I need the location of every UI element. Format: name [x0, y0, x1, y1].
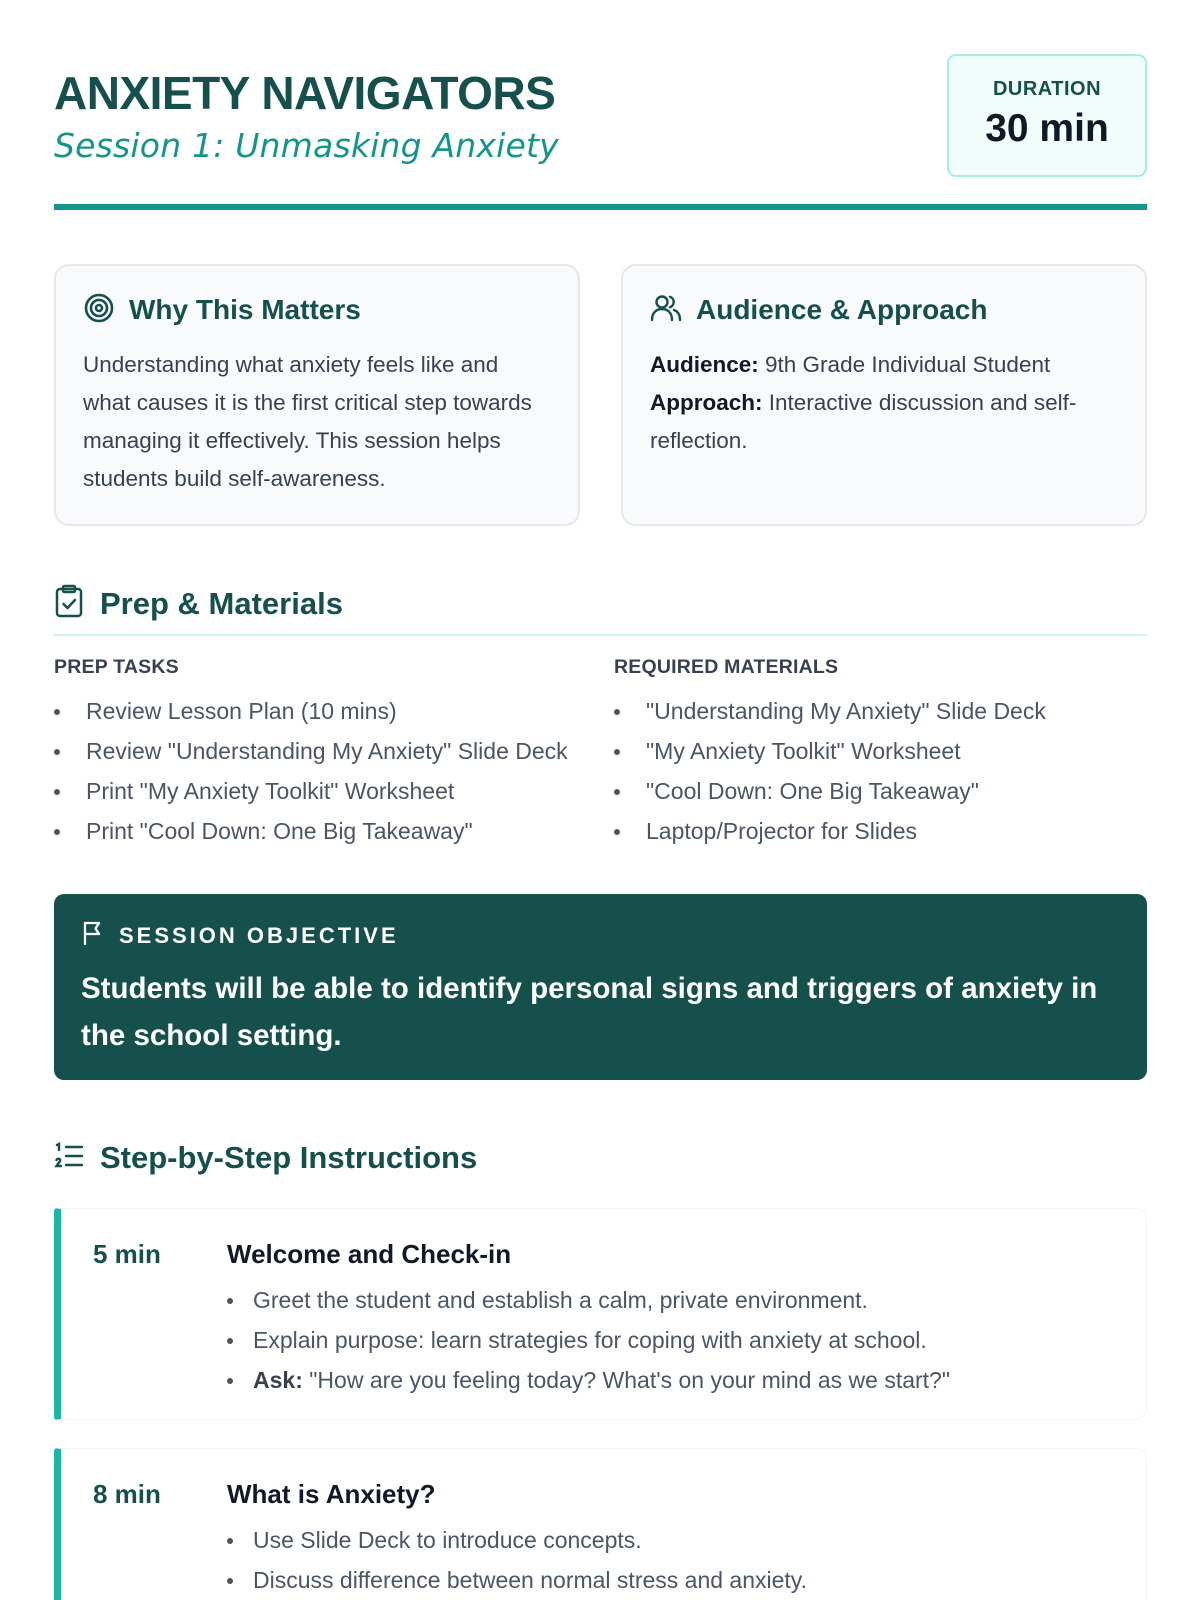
list-item: "Understanding My Anxiety" Slide Deck [614, 691, 1134, 731]
list-item: Greet the student and establish a calm, private environment. [227, 1280, 1127, 1320]
why-title: Why This Matters [129, 294, 361, 325]
page-subtitle: Session 1: Unmasking Anxiety [54, 126, 559, 165]
target-icon [83, 292, 115, 329]
prep-tasks-list [54, 691, 574, 851]
session-objective [54, 894, 1147, 1080]
audience-title: Audience & Approach [696, 294, 988, 325]
prep-tasks [54, 656, 574, 851]
materials-label: REQUIRED MATERIALS [614, 656, 839, 678]
duration-box [947, 54, 1147, 177]
required-materials [614, 656, 1134, 851]
step-items [227, 1520, 1127, 1600]
approach-line: Approach: Interactive discussion and self-reflection. [650, 390, 1077, 453]
info-cards [54, 264, 1147, 526]
step-card [54, 1448, 1147, 1600]
prep-title: Prep & Materials [100, 585, 343, 621]
audience-line: Audience: 9th Grade Individual Student [650, 352, 1051, 377]
users-icon [650, 292, 682, 329]
list-item: Print "My Anxiety Toolkit" Worksheet [54, 771, 574, 811]
list-item: Laptop/Projector for Slides [614, 811, 1134, 851]
list-item: "My Anxiety Toolkit" Worksheet [614, 731, 1134, 771]
page-title: ANXIETY NAVIGATORS [54, 67, 556, 119]
duration-value: 30 min [985, 107, 1109, 150]
step-time: 8 min [93, 1479, 161, 1509]
steps-title: Step-by-Step Instructions [100, 1140, 478, 1175]
prep-section-header [54, 584, 343, 623]
why-card [54, 264, 580, 526]
prep-tasks-label: PREP TASKS [54, 656, 179, 678]
clipboard-check-icon [54, 584, 84, 623]
step-title: What is Anxiety? [227, 1479, 436, 1509]
objective-text: Students will be able to identify personal signs and triggers of anxiety in the school setting. [81, 972, 1098, 1052]
list-item: Review "Understanding My Anxiety" Slide Deck [54, 731, 574, 771]
steps-section-header [54, 1140, 477, 1176]
flag-icon [81, 920, 105, 951]
lesson-plan-page [54, 0, 1147, 1593]
audience-card [621, 264, 1147, 526]
list-item: Explain purpose: learn strategies for coping with anxiety at school. [227, 1320, 1127, 1360]
why-body: Understanding what anxiety feels like and what causes it is the first critical step towards managing it effectively. This session helps students build self-awareness. [83, 352, 532, 491]
header-divider [54, 204, 1147, 210]
list-item: Print "Cool Down: One Big Takeaway" [54, 811, 574, 851]
list-item: Use Slide Deck to introduce concepts. [227, 1520, 1127, 1560]
step-card [54, 1208, 1147, 1420]
step-title: Welcome and Check-in [227, 1239, 512, 1269]
objective-label: SESSION OBJECTIVE [119, 922, 399, 948]
prep-divider [54, 634, 1147, 636]
list-item: Discuss difference between normal stress and anxiety. [227, 1560, 1127, 1600]
list-ordered-icon [54, 1141, 84, 1176]
step-time: 5 min [93, 1239, 161, 1269]
list-item: Ask: "How are you feeling today? What's on your mind as we start?" [227, 1360, 1127, 1400]
materials-list [614, 691, 1134, 851]
list-item: "Cool Down: One Big Takeaway" [614, 771, 1134, 811]
duration-label: DURATION [992, 78, 1102, 100]
step-items [227, 1280, 1127, 1400]
list-item: Review Lesson Plan (10 mins) [54, 691, 574, 731]
header [54, 0, 1147, 210]
audience-body [650, 346, 1118, 460]
